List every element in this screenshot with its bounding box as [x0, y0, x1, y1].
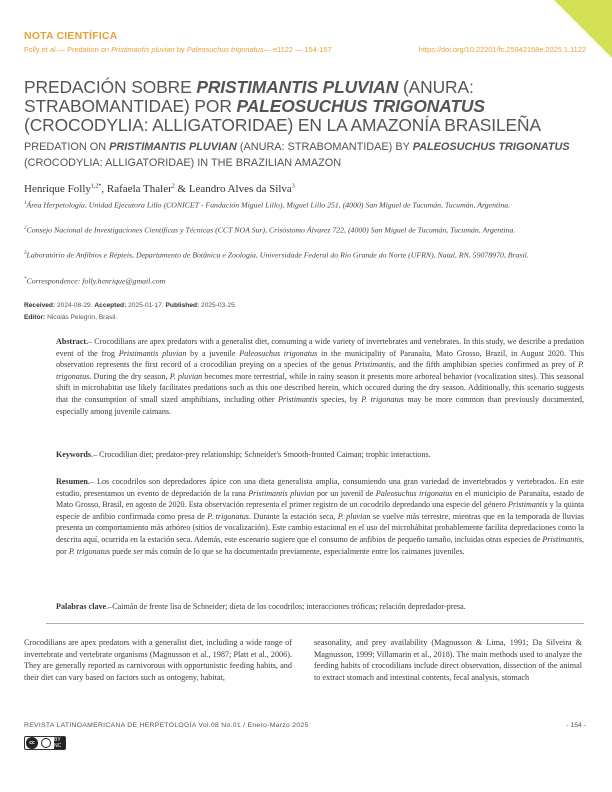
running-citation: Folly et al.— Predation on Pristimantis pluvian by Paleosuchus trigonatus— e1122 — 154-157	[24, 45, 332, 54]
cc-license-badge[interactable]	[24, 736, 66, 750]
author-list: Henrique Folly$^{1,2*}$, Rafaela Thaler$^2$ & Leandro Alves da Silva$^3$	[24, 183, 295, 195]
editor-line: Editor: Nicolás Pelegrín, Brasil.	[24, 314, 118, 321]
attribution-icon	[41, 738, 51, 748]
body-column-left: Crocodilians are apex predators with a generalist diet, including a wide range of invertebrate and vertebrate organisms (Magnusson et al., 1987; Platt et al., 2006). They are generally reported as carnivorous with opportunistic feeding habits, and their diet can vary based on factors such as ontogeny, habitat,	[24, 638, 292, 683]
publication-dates: Received: 2024-08-29. Accepted: 2025-01-17. Published: 2025-03-25.	[24, 302, 237, 309]
palabras-clave: Palabras clave.–Caimán de frente lisa de Schneider; dieta de los cocodrilos; interacciones tróficas; relación depredador-presa.	[56, 602, 466, 611]
affiliation-2: $^2$Consejo Nacional de Investigaciones Científicas y Técnicas (CCT NOA Sur), Crisóstomo Álvarez 722, (4000) San Miguel de Tucumán, Tucumán, Argentina.	[24, 225, 516, 235]
body-column-right: seasonality, and prey availability (Magnusson & Lima, 1991; Da Silveira & Magnusson, 1999; Villamarin et al., 2018). The main methods used to analyze the feeding habits of crocodilians include direct observation, dissection of the animal to extract stomach and intestinal contents, fecal analysis, stomach	[314, 638, 582, 683]
page-number: - 154 -	[566, 722, 586, 729]
title-english: PREDATION ON PRISTIMANTIS PLUVIAN (ANURA: STRABOMANTIDAE) BY PALEOSUCHUS TRIGONATUS (CROCODYLIA: ALLIGATORIDAE) IN THE BRAZILIAN AMAZON	[24, 141, 570, 169]
license-terms: BY NC	[54, 737, 65, 749]
section-label: NOTA CIENTÍFICA	[24, 30, 118, 42]
keywords: Keywords.– Crocodilian diet; predator-prey relationship; Schneider's Smooth-fronted Caiman; trophic interactions.	[56, 450, 431, 459]
affiliation-3: $^3$Laboratório de Anfíbios e Répteis, Departamento de Botânica e Zoologia, Universidade Federal do Rio Grande do Norte (UFRN), Natal, RN, 59078970, Brasil.	[24, 250, 529, 260]
title-spanish: PREDACIÓN SOBRE PRISTIMANTIS PLUVIAN (ANURA: STRABOMANTIDAE) POR PALEOSUCHUS TRIGONATUS (CROCODYLIA: ALLIGATORIDAE) EN LA AMAZONÍA BRASILEÑA	[24, 77, 541, 135]
correspondence: *Correspondence: folly.henrique@gmail.com	[24, 276, 166, 286]
journal-footer: REVISTA LATINOAMERICANA DE HERPETOLOGÍA Vol.08 No.01 / Enero-Marzo 2025	[24, 722, 309, 729]
abstract: Abstract.– Crocodilians are apex predators with a generalist diet, consuming a wide variety of invertebrates and vertebrates. In this study, we describe a predation event of the frog Pristimantis pluvian by a juvenile Paleosuchus trigonatus in the municipality of Paranaíta, Mato Grosso, Brazil, in August 2020. This observation represents the first record of a crocodilian preying on a species of the genus Pristimantis, and the fifth amphibian species confirmed as prey of P. trigonatus. During the dry season, P. pluvian becomes more terrestrial, while in rainy season it presents more arboreal behavior (vocalization sites). This seasonal shift in microhabitat use likely facilitates predations such as this one described herein, which occured during the dry season. Additionally, this scenario suggests that the consumption of small sized amphibians, including other Pristimantis species, by P. trigonatus may be more common than previously documented, especially among juvenile caimans.	[56, 337, 584, 416]
doi-link[interactable]: https://doi.org/10.22201/fc.25942158e.2025.1.1122	[418, 45, 586, 54]
resumen: Resumen.– Los cocodrilos son depredadores ápice con una dieta generalista amplia, consumiendo una gran variedad de invertebrados y vertebrados. En este estudio, presentamos un evento de depredación de la rana Pristimantis pluvian por un juvenil de Paleosuchus trigonatus en el municipio de Paranaíta, estado de Mato Grosso, Brasil, en agosto de 2020. Esta observación representa el primer registro de un cocodrilo depredando una especie del género Pristimantis y la quinta especie de anfibio confirmada como presa de P. trigonatus. Durante la estación seca, P. pluvian se vuelve más terrestre, mientras que en la temporada de lluvias presenta un comportamiento más arbóreo (sitios de vocalización). Este cambio estacional en el uso del microhábitat probablemente facilita depredaciones como la descrita aquí, ocurrida en la estación seca. Además, este escenario sugiere que el consumo de anfibios de pequeño tamaño, incluidas otras especies de Pristimantis, por P. trigonatus puede ser más común de lo que se ha documentado previamente, especialmente entre los caimanes juveniles.	[56, 477, 584, 556]
affiliation-1: $^1$Área Herpetología, Unidad Ejecutora Lillo (CONICET - Fundación Miguel Lillo), Miguel Lillo 251, (4000) San Miguel de Tucumán, Tucumán, Argentina.	[24, 200, 511, 210]
divider	[46, 623, 584, 624]
cc-icon: cc	[26, 737, 38, 749]
